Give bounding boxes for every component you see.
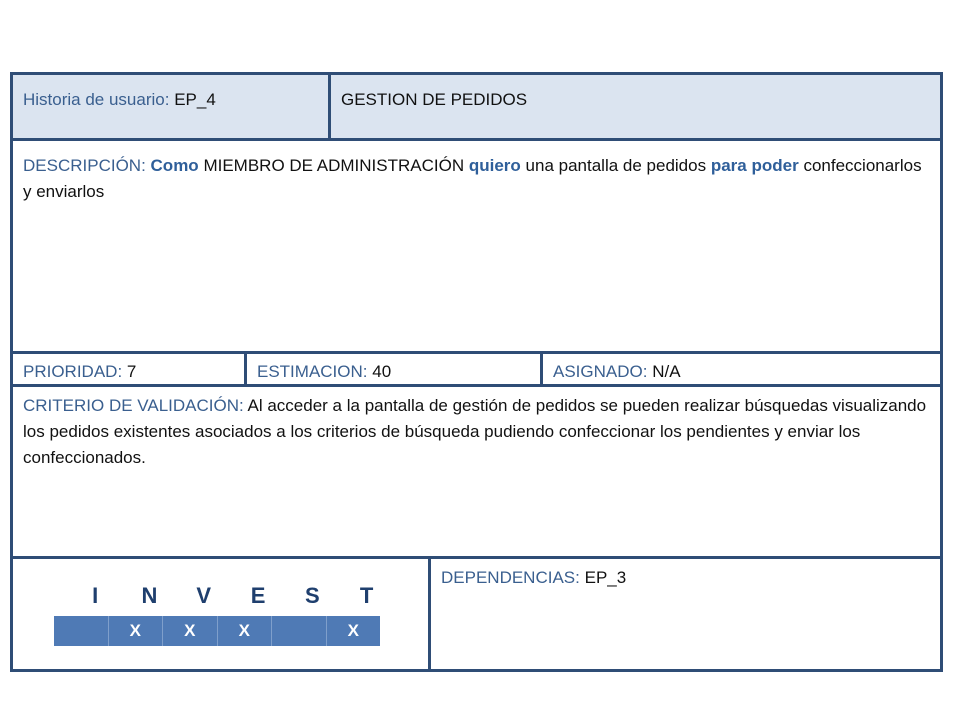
invest-checklist (54, 616, 380, 646)
invest-letter-v: V (196, 583, 212, 608)
user-story-card (10, 72, 943, 672)
invest-mark-n: X (109, 616, 164, 646)
validation-cell (13, 387, 940, 556)
invest-letter-i: I (92, 583, 99, 608)
invest-cell (13, 559, 431, 669)
assigned-value: N/A (652, 362, 681, 381)
header-row (13, 75, 940, 141)
priority-value: 7 (126, 362, 137, 381)
validation-text: Al acceder a la pantalla de gestión de pedidos se pueden realizar búsquedas visualizando los pedidos existentes asociados a los criterios de búsqueda pudiendo confeccionar los pendientes y enviar los confeccionados. (23, 396, 927, 467)
story-id-cell (13, 75, 331, 138)
keyword-como: Como (150, 156, 199, 175)
story-id-label: Historia de usuario: (23, 90, 170, 109)
story-title-cell (331, 75, 940, 138)
dependencies-cell (431, 559, 940, 669)
validation-row (13, 387, 940, 559)
priority-label: PRIORIDAD: (23, 362, 123, 381)
dependencies-label: DEPENDENCIAS: (441, 568, 580, 587)
assigned-label: ASIGNADO: (553, 362, 648, 381)
description-role: MIEMBRO DE ADMINISTRACIÓN (203, 156, 465, 175)
invest-letter-t: T (359, 583, 374, 608)
story-id-value: EP_4 (174, 90, 216, 109)
estimate-cell (247, 354, 543, 384)
invest-mark-t: X (347, 621, 359, 640)
invest-mark-s (272, 616, 327, 646)
invest-mark-e: X (218, 616, 273, 646)
story-title: GESTION DE PEDIDOS (341, 90, 528, 109)
keyword-para: para (710, 156, 747, 175)
estimate-value: 40 (372, 362, 392, 381)
estimate-label: ESTIMACION: (257, 362, 368, 381)
description-want: una pantalla de pedidos (525, 156, 707, 175)
dependencies-value: EP_3 (584, 568, 627, 587)
keyword-poder: poder (751, 156, 799, 175)
assigned-cell (543, 354, 940, 384)
invest-mark-v: X (163, 616, 218, 646)
description-label: DESCRIPCIÓN: (23, 156, 146, 175)
validation-label: CRITERIO DE VALIDACIÓN: (23, 396, 244, 415)
invest-letter-n: N (141, 583, 158, 608)
priority-cell (13, 354, 247, 384)
footer-row (13, 559, 940, 669)
invest-letter-s: S (304, 583, 320, 608)
description-cell (13, 141, 940, 351)
invest-mark-i (54, 616, 109, 646)
description-goal: confeccionarlos y enviarlos (23, 156, 922, 201)
invest-letters (68, 583, 394, 609)
keyword-quiero: quiero (468, 156, 521, 175)
description-row (13, 141, 940, 354)
invest-letter-e: E (250, 583, 266, 608)
meta-row (13, 354, 940, 387)
